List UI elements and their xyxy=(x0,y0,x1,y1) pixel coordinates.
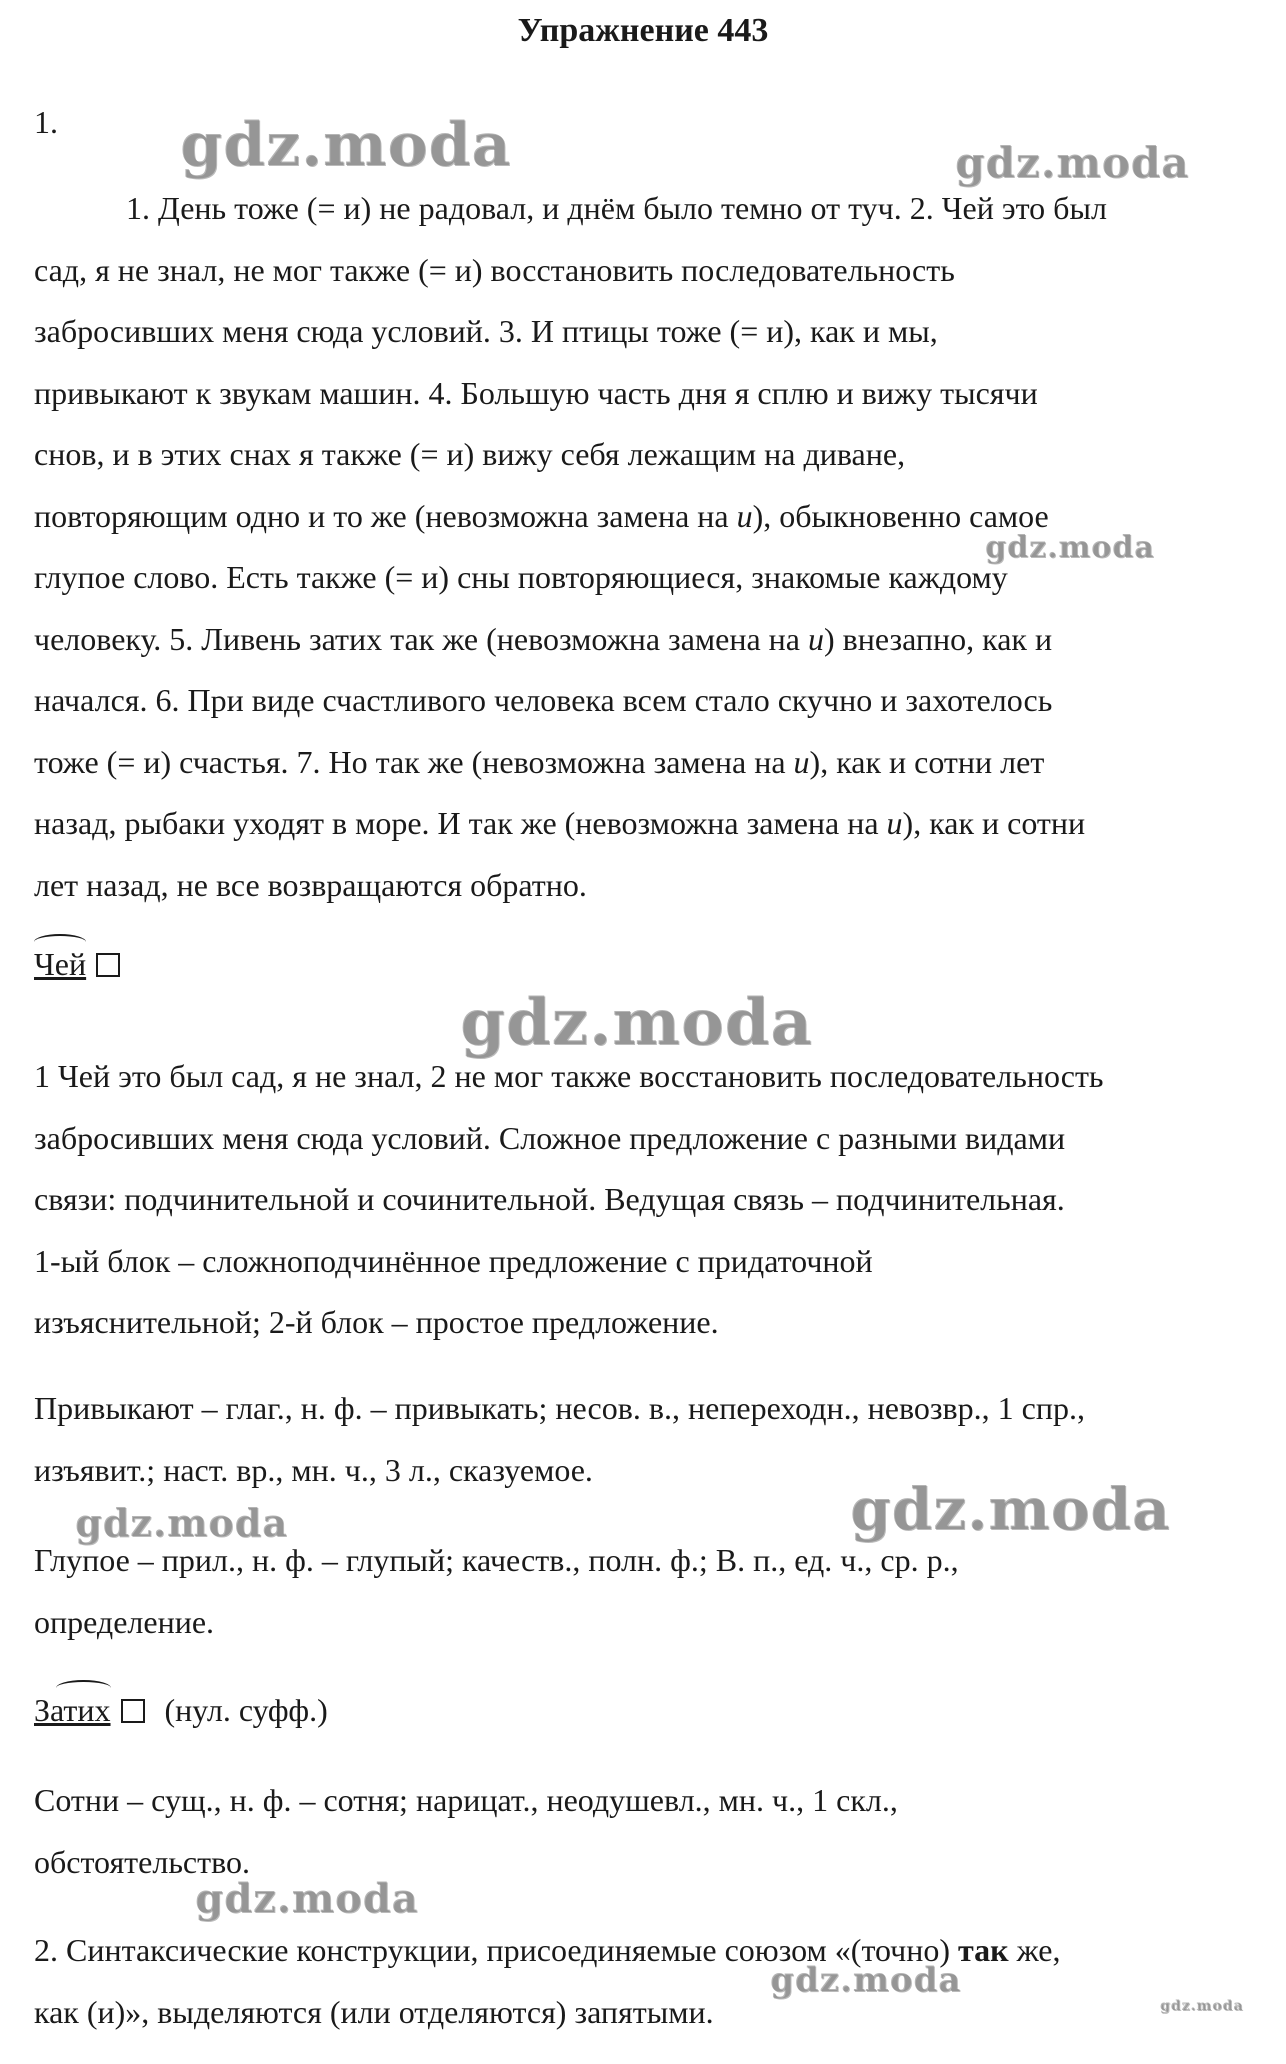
parsed-word-text: Затих xyxy=(34,1692,111,1728)
watermark: gdz.moda xyxy=(955,138,1190,187)
root-mark xyxy=(56,1680,111,1696)
sentence-analysis xyxy=(34,1046,1254,1354)
watermark: gdz.moda xyxy=(770,1960,962,2000)
morpheme-parse-chey xyxy=(34,946,120,983)
text-line: 1 Чей это был сад, я не знал, 2 не мог также восстановить последовательность xyxy=(34,1058,1104,1094)
root-mark xyxy=(34,934,86,950)
text-line: тоже (= и) счастья. 7. Но так же (невозможна замена на и), как и сотни лет xyxy=(34,743,1045,780)
text-line: лет назад, не все возвращаются обратно. xyxy=(34,866,587,903)
text-line: Привыкают – глаг., н. ф. – привыкать; несов. в., непереходн., невозвр., 1 спр., xyxy=(34,1390,1085,1426)
watermark: gdz.moda xyxy=(180,110,512,180)
page-title: Упражнение 443 xyxy=(517,12,769,49)
parsed-word xyxy=(34,946,86,982)
text-fragment: 2. Синтаксические конструкции, присоединяемые союзом «(точно) xyxy=(34,1932,959,1968)
text-line: 1. День тоже (= и) не радовал, и днём было темно от туч. 2. Чей это был xyxy=(126,190,1107,226)
watermark: gdz.moda xyxy=(460,985,813,1060)
parsed-word-text: Чей xyxy=(34,946,87,982)
text-line: как (и)», выделяются (или отделяются) запятыми. xyxy=(34,1993,714,2030)
text-line: повторяющим одно и то же (невозможна замена на и), обыкновенно самое xyxy=(34,497,1049,534)
watermark: gdz.moda xyxy=(985,530,1155,565)
text-line xyxy=(34,1920,1254,1982)
text-line: привыкают к звукам машин. 4. Большую часть дня я сплю и вижу тысячи xyxy=(34,374,1038,411)
morpheme-parse-zatikh xyxy=(34,1692,328,1729)
text-fragment: же, xyxy=(1008,1932,1061,1968)
watermark: gdz.moda xyxy=(850,1475,1171,1543)
text-line: связи: подчинительной и сочинительной. Ведущая связь – подчинительная. xyxy=(34,1181,1065,1217)
text-line: глупое слово. Есть также (= и) сны повторяющиеся, знакомые каждому xyxy=(34,559,1008,595)
text-line: обстоятельство. xyxy=(34,1843,250,1880)
text-line: начался. 6. При виде счастливого человека всем стало скучно и захотелось xyxy=(34,682,1053,718)
zero-ending-box xyxy=(96,953,120,977)
text-line: 1-ый блок – сложноподчинённое предложение с придаточной xyxy=(34,1242,873,1279)
part-number: 1. xyxy=(34,104,58,140)
zero-ending-box xyxy=(121,1699,145,1723)
text-line: сад, я не знал, не мог также (= и) восстановить последовательность xyxy=(34,251,955,288)
morph-note: (нул. суфф.) xyxy=(164,1692,328,1728)
text-line: изъяснительной; 2-й блок – простое предложение. xyxy=(34,1304,719,1340)
text-line: определение. xyxy=(34,1603,215,1640)
text-line: забросивших меня сюда условий. 3. И птицы тоже (= и), как и мы, xyxy=(34,313,938,349)
watermark: gdz.moda xyxy=(75,1500,288,1545)
text-line: забросивших меня сюда условий. Сложное предложение с разными видами xyxy=(34,1119,1066,1156)
watermark: gdz.moda xyxy=(1160,1998,1244,2014)
morph-analysis-privykayut xyxy=(34,1378,1254,1501)
text-line: назад, рыбаки уходят в море. И так же (невозможна замена на и), как и сотни xyxy=(34,805,1086,841)
text-line: Сотни – сущ., н. ф. – сотня; нарицат., неодушевл., мн. ч., 1 скл., xyxy=(34,1782,898,1818)
watermark: gdz.moda xyxy=(195,1875,419,1922)
morph-analysis-sotni xyxy=(34,1770,1254,1893)
text-line: изъявит.; наст. вр., мн. ч., 3 л., сказуемое. xyxy=(34,1451,593,1488)
morph-analysis-glupoe xyxy=(34,1530,1254,1653)
exercise-text xyxy=(34,178,1244,916)
text-line: Глупое – прил., н. ф. – глупый; качеств., полн. ф.; В. п., ед. ч., ср. р., xyxy=(34,1542,959,1578)
part-2-text xyxy=(34,1920,1254,2043)
bold-word: так xyxy=(958,1932,1009,1968)
text-line: снов, и в этих снах я также (= и) вижу себя лежащим на диване, xyxy=(34,436,906,472)
text-line: человеку. 5. Ливень затих так же (невозможна замена на и) внезапно, как и xyxy=(34,620,1053,657)
parsed-word xyxy=(34,1692,111,1728)
